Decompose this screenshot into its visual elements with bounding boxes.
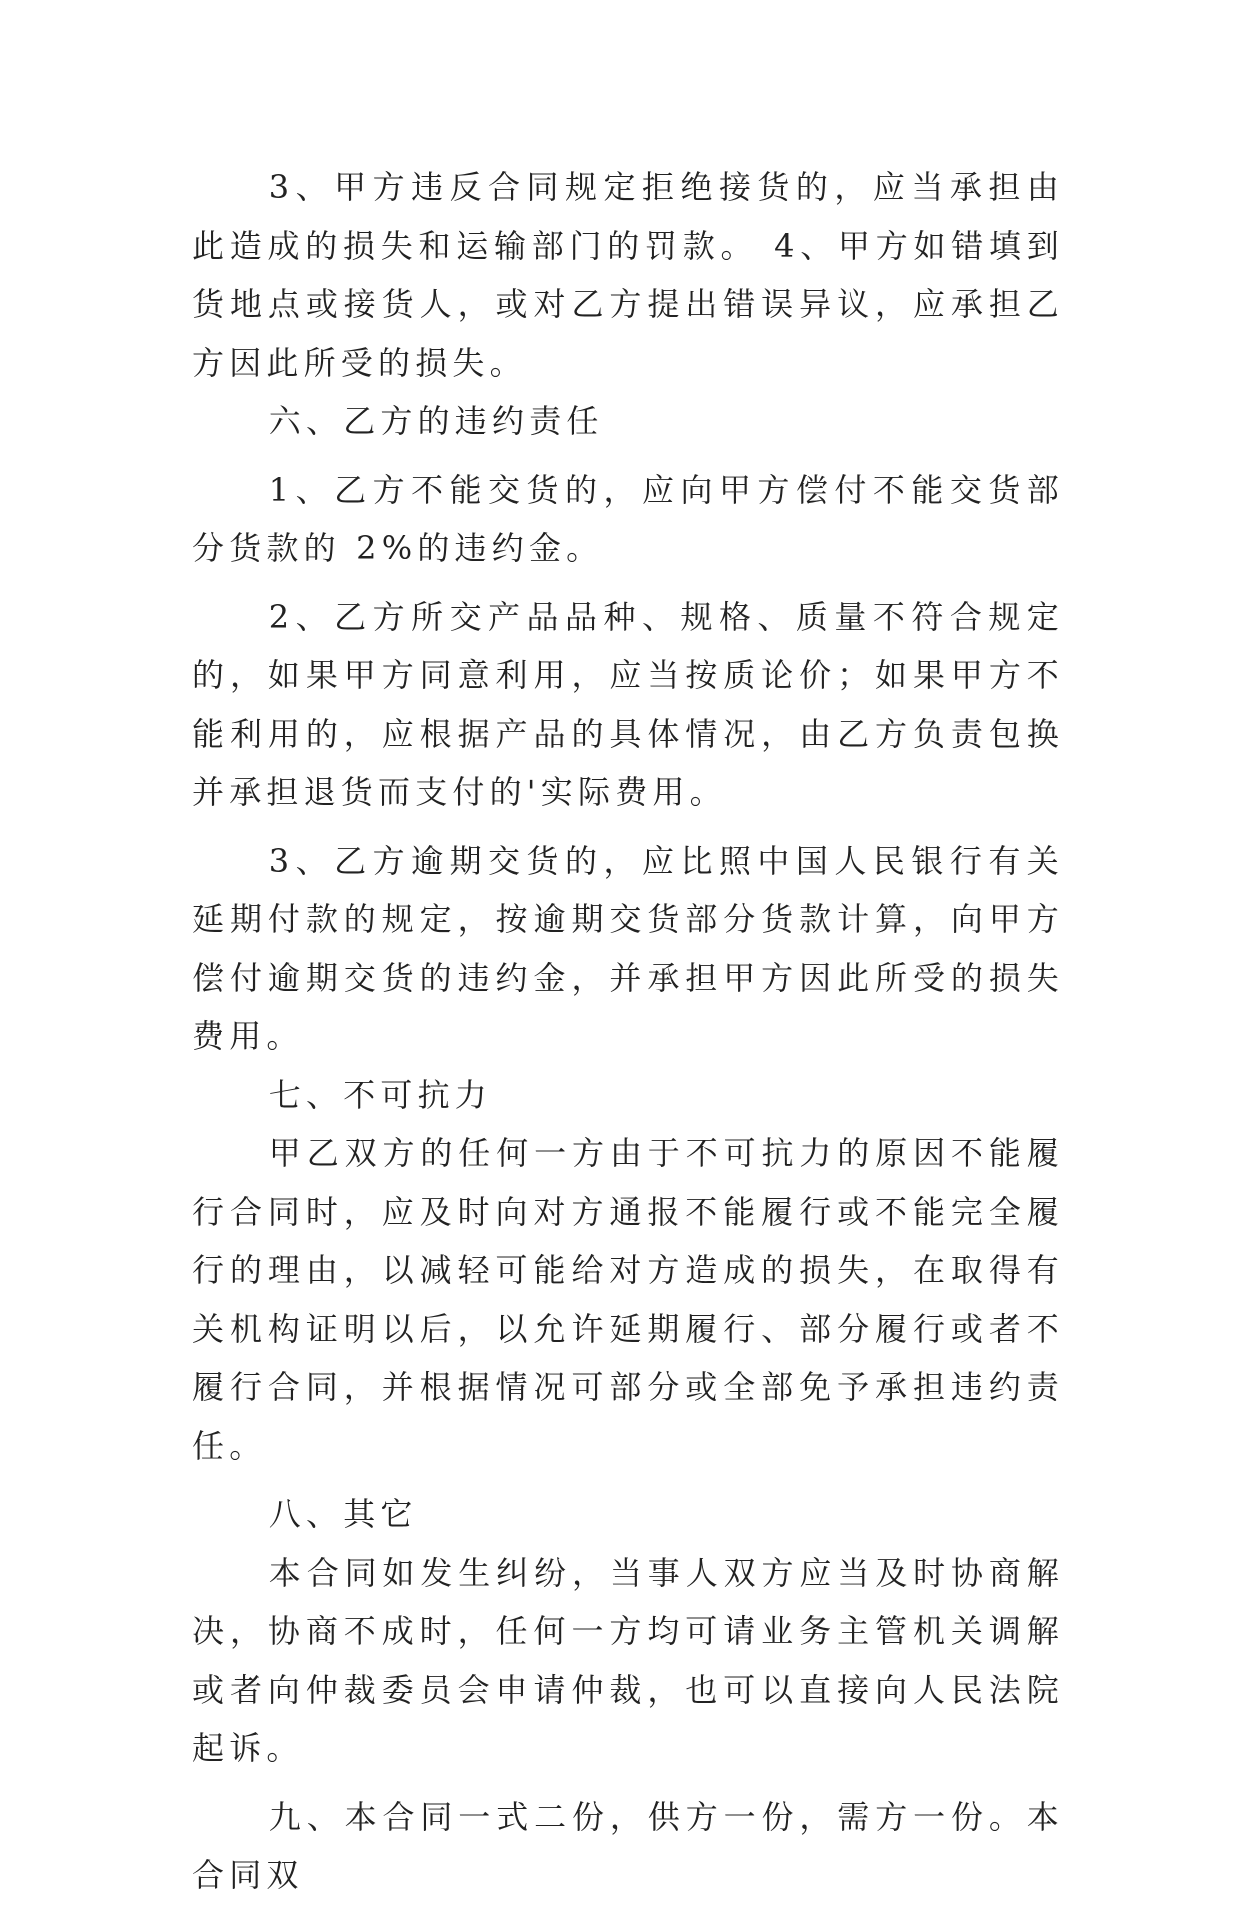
paragraph-quality-nonconformity: 2、乙方所交产品品种、规格、质量不符合规定的，如果甲方同意利用，应当按质论价；如果甲方不能利用的，应根据产品的具体情况，由乙方负责包换并承担退货而支付的'实际费用。 [192,597,1064,811]
section-heading-other: 八、其它 [268,1495,418,1533]
paragraph-copies: 九、本合同一式二份，供方一份，需方一份。本合同双 [192,1797,1064,1894]
paragraph-buyer-refusal: 3、甲方违反合同规定拒绝接货的，应当承担由此造成的损失和运输部门的罚款。 4、甲方如错填到货地点或接货人，或对乙方提出错误异议，应承担乙方因此所受的损失。 [192,168,1064,382]
paragraph-dispute-resolution: 本合同如发生纠纷，当事人双方应当及时协商解决，协商不成时，任何一方均可请业务主管机关调解或者向仲裁委员会申请仲裁，也可以直接向人民法院起诉。 [192,1553,1064,1767]
paragraph-force-majeure: 甲乙双方的任何一方由于不可抗力的原因不能履行合同时，应及时向对方通报不能履行或不能完全履行的理由，以减轻可能给对方造成的损失，在取得有关机构证明以后，以允许延期履行、部分履行或者不履行合同，并根据情况可部分或全部免予承担违约责任。 [192,1134,1064,1465]
section-heading-seller-liability: 六、乙方的违约责任 [268,402,604,440]
paragraph-late-delivery: 3、乙方逾期交货的，应比照中国人民银行有关延期付款的规定，按逾期交货部分货款计算，向甲方偿付逾期交货的违约金，并承担甲方因此所受的损失费用。 [192,841,1064,1055]
paragraph-non-delivery: 1、乙方不能交货的，应向甲方偿付不能交货部分货款的 2%的违约金。 [192,470,1064,567]
section-heading-force-majeure: 七、不可抗力 [268,1075,492,1114]
document-body [192,158,1064,1905]
